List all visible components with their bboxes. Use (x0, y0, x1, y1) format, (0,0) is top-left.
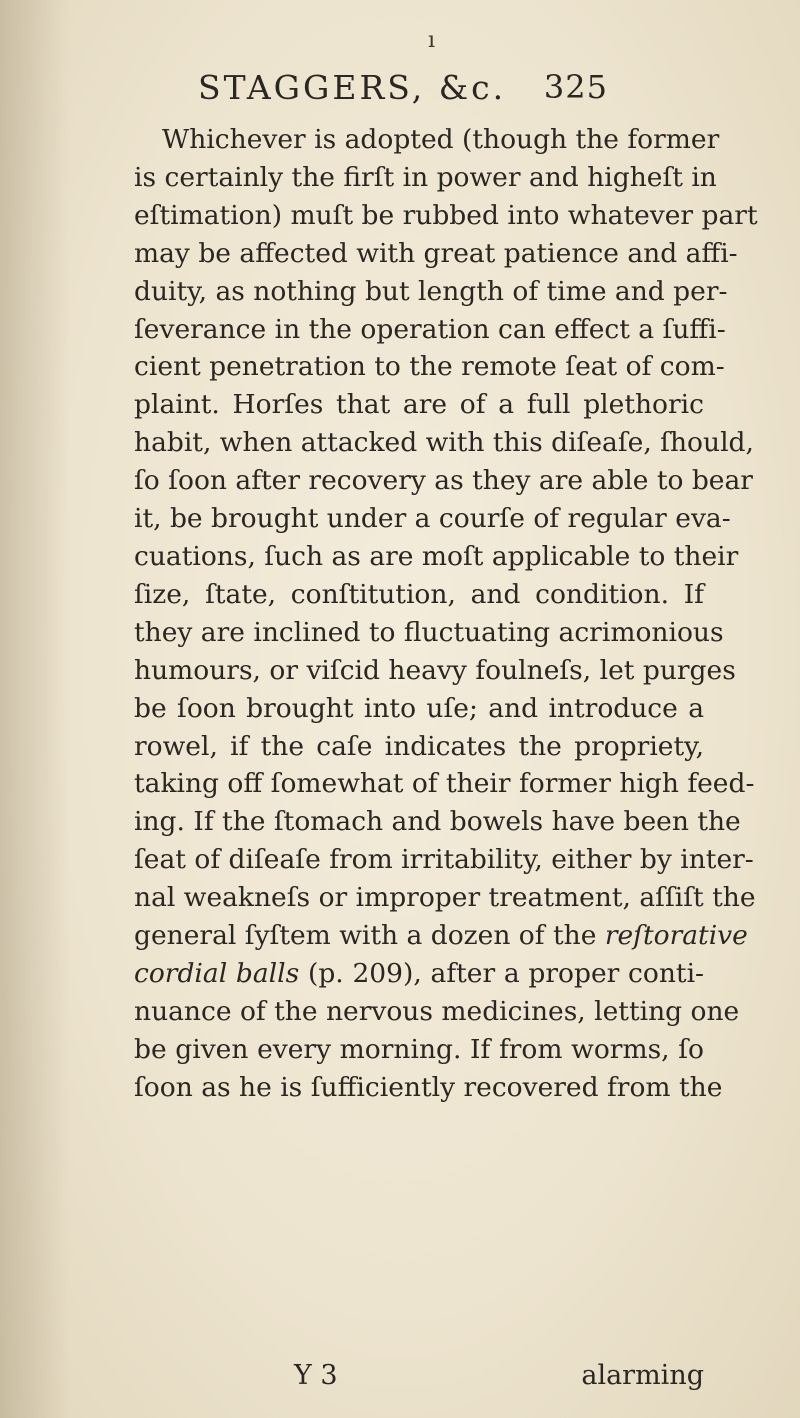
text-line: ſoon as he is ſufficiently recovered from the (134, 1071, 723, 1103)
text-line: rowel, if the caſe indicates the propriety, (134, 730, 704, 762)
top-mark: ı (428, 28, 436, 53)
body-text (134, 121, 758, 1107)
text-line: ſize, ſtate, conſtitution, and condition. If (134, 578, 704, 610)
text-line: habit, when attacked with this diſeaſe, ſhould, (134, 427, 754, 459)
page-footer (134, 1360, 704, 1400)
catchword: alarming (581, 1360, 704, 1391)
text-line: ſo ſoon after recovery as they are able to bear (134, 465, 753, 497)
text-line: cuations, ſuch as are moſt applicable to their (134, 540, 739, 572)
text-line: be given every morning. If from worms, ſo (134, 1033, 704, 1065)
text-line: it, be brought under a courſe of regular eva- (134, 503, 731, 535)
text-line: ſeverance in the operation can effect a ſuffi- (134, 313, 726, 345)
text-line: Whichever is adopted (though the former (162, 124, 720, 155)
text-line: taking off ſomewhat of their former high feed- (134, 768, 755, 800)
page-number: 325 (543, 68, 608, 106)
text-line: nuance of the nervous medicines, letting one (134, 995, 740, 1027)
text-line: may be affected with great patience and affi- (134, 237, 738, 269)
binding-shadow (0, 0, 70, 1418)
signature-mark: Y 3 (294, 1360, 338, 1391)
text-line: cient penetration to the remote ſeat of com- (134, 351, 725, 383)
text-line: be ſoon brought into uſe; and introduce a (134, 692, 704, 724)
text-line: humours, or viſcid heavy foulneſs, let purges (134, 654, 736, 686)
running-head: STAGGERS, &c. (198, 68, 507, 107)
text-line: plaint. Horſes that are of a full plethoric (134, 389, 704, 421)
text-line: cordial balls (p. 209), after a proper conti- (134, 957, 704, 989)
text-line: nal weakneſs or improper treatment, aſſiſt the (134, 882, 756, 914)
text-line: eſtimation) muſt be rubbed into whatever part (134, 199, 758, 231)
page-header (198, 68, 608, 116)
text-line: ing. If the ſtomach and bowels have been the (134, 806, 741, 838)
text-line: general ſyſtem with a dozen of the reſtorative (134, 920, 748, 952)
text-line: ſeat of diſeaſe from irritability, either by inter- (134, 844, 754, 876)
text-line: they are inclined to fluctuating acrimonious (134, 616, 724, 648)
text-line: duity, as nothing but length of time and per- (134, 275, 728, 307)
text-line: is certainly the firſt in power and higheſt in (134, 161, 717, 193)
